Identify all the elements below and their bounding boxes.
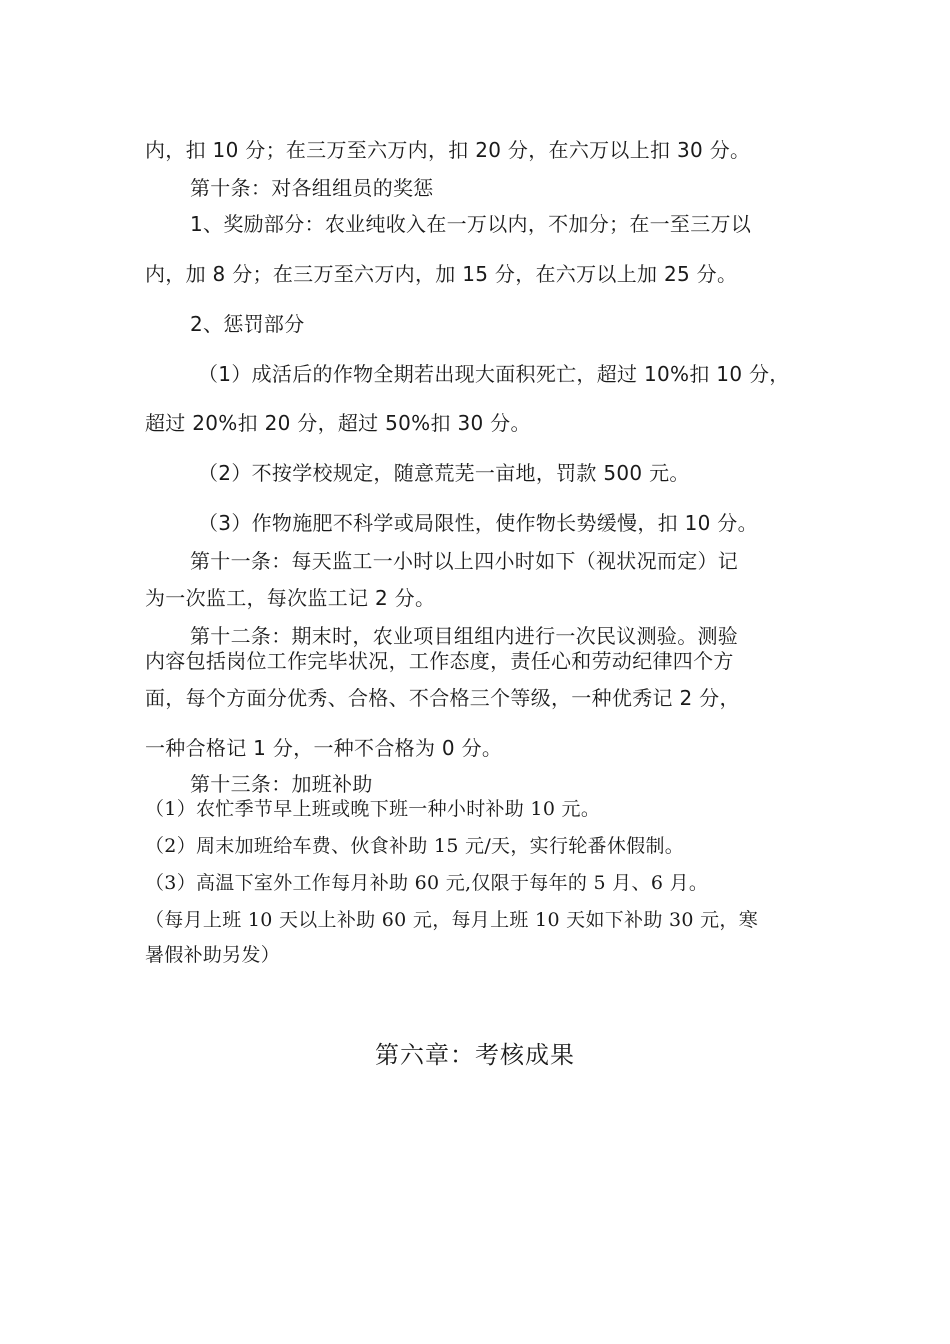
paragraph-line: （1）成活后的作物全期若出现大面积死亡，超过 10%扣 10 分， bbox=[198, 362, 790, 386]
paragraph-line: 2、惩罚部分 bbox=[190, 312, 305, 336]
paragraph-line: （1）农忙季节早上班或晚下班一种小时补助 10 元。 bbox=[145, 798, 601, 820]
paragraph-line: 1、奖励部分：农业纯收入在一万以内，不加分；在一至三万以 bbox=[190, 212, 752, 236]
paragraph-line: 一种合格记 1 分，一种不合格为 0 分。 bbox=[145, 736, 503, 760]
paragraph-line: 内，扣 10 分；在三万至六万内，扣 20 分，在六万以上扣 30 分。 bbox=[145, 138, 751, 162]
paragraph-line: （3）作物施肥不科学或局限性，使作物长势缓慢，扣 10 分。 bbox=[198, 511, 758, 535]
article-12-line: 第十二条：期末时，农业项目组组内进行一次民议测验。测验 bbox=[190, 624, 739, 648]
paragraph-line: （3）高温下室外工作每月补助 60 元,仅限于每年的 5 月、6 月。 bbox=[145, 872, 709, 894]
paragraph-line: （2）不按学校规定，随意荒芜一亩地，罚款 500 元。 bbox=[198, 461, 690, 485]
paragraph-line: （2）周末加班给车费、伙食补助 15 元/天，实行轮番休假制。 bbox=[145, 835, 685, 857]
article-10-heading: 第十条：对各组组员的奖惩 bbox=[190, 176, 434, 200]
paragraph-line: （每月上班 10 天以上补助 60 元，每月上班 10 天如下补助 30 元，寒 bbox=[145, 909, 759, 931]
paragraph-line: 内容包括岗位工作完毕状况，工作态度，责任心和劳动纪律四个方 bbox=[145, 649, 734, 673]
paragraph-line: 内，加 8 分；在三万至六万内，加 15 分，在六万以上加 25 分。 bbox=[145, 262, 738, 286]
paragraph-line: 超过 20%扣 20 分，超过 50%扣 30 分。 bbox=[145, 411, 531, 435]
article-11-line: 第十一条：每天监工一小时以上四小时如下（视状况而定）记 bbox=[190, 549, 739, 573]
paragraph-line: 暑假补助另发） bbox=[145, 944, 281, 966]
paragraph-line: 面，每个方面分优秀、合格、不合格三个等级，一种优秀记 2 分， bbox=[145, 686, 740, 710]
chapter-title: 第六章：考核成果 bbox=[375, 1041, 575, 1069]
article-13-heading: 第十三条：加班补助 bbox=[190, 772, 373, 796]
paragraph-line: 为一次监工，每次监工记 2 分。 bbox=[145, 586, 436, 610]
